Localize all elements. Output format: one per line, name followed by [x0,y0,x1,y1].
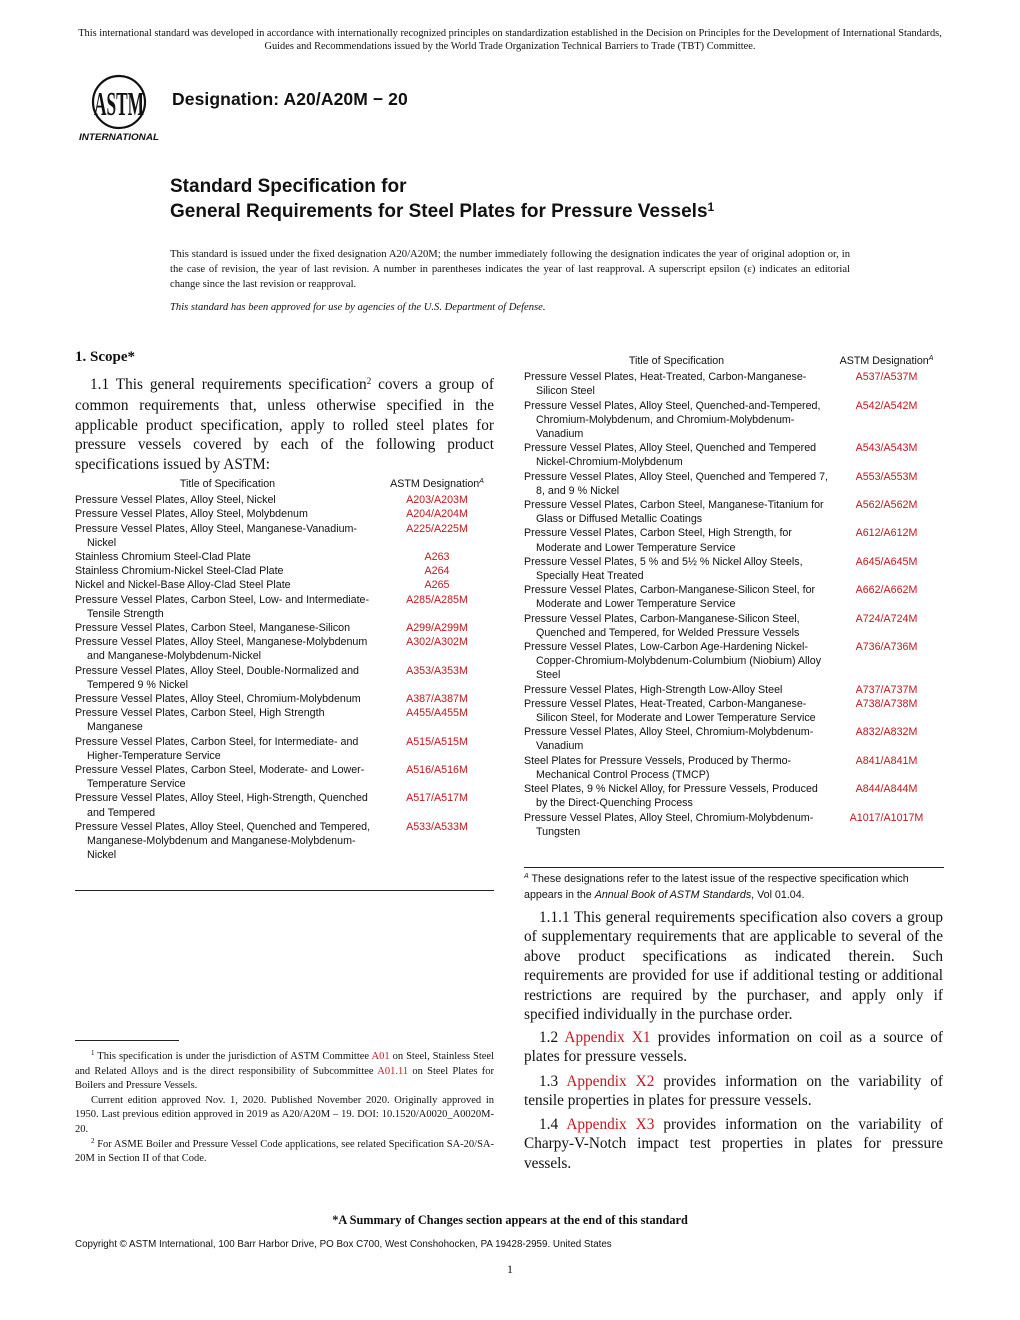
table-row [524,526,944,554]
spec-designation-link[interactable]: A203/A203M [406,494,468,507]
title-text: General Requirements for Steel Plates for Pressure Vessels [170,201,708,222]
spec-title: Pressure Vessel Plates, Alloy Steel, Chromium-Molybdenum-Vanadium [524,726,814,753]
spec-designation-link[interactable]: A832/A832M [855,726,918,739]
spec-title: Pressure Vessel Plates, Carbon Steel, High Strength Manganese [75,707,325,734]
table-row [524,697,944,725]
footnote-ref-2[interactable]: 2 [366,376,372,386]
spec-designation-link[interactable]: A204/A204M [406,508,468,521]
spec-designation-link[interactable]: A299/A299M [406,622,468,635]
spec-title: Pressure Vessel Plates, Carbon-Manganese-Silicon Steel, Quenched and Tempered, for Welded Pressure Vessels [524,612,800,639]
spec-table-body [75,493,494,862]
logo-subtext: INTERNATIONAL [79,132,159,142]
p11-text-a: 1.1 This general requirements specification [90,376,367,393]
table-row [524,683,944,697]
table-row [524,555,944,583]
spec-title: Pressure Vessel Plates, Alloy Steel, Chromium-Molybdenum [75,693,361,706]
spec-title: Pressure Vessel Plates, Alloy Steel, Quenched and Tempered Nickel-Chromium-Molybdenum [524,442,817,469]
table-row [75,578,494,592]
table-row [75,692,494,706]
spec-designation-link[interactable]: A1017/A1017M [849,811,924,824]
spec-designation-link[interactable]: A724/A724M [855,612,918,625]
title-line-1: Standard Specification for [170,176,407,197]
spec-designation-link[interactable]: A225/A225M [406,522,468,535]
table-row [524,782,944,810]
appendix-x2-link[interactable]: Appendix X2 [566,1073,655,1090]
table-row [524,612,944,640]
table-row [524,470,944,498]
spec-title: Pressure Vessel Plates, Alloy Steel, High-Strength, Quenched and Tempered [75,792,368,819]
spec-title: Pressure Vessel Plates, Alloy Steel, Nickel [75,494,276,507]
spec-designation-link[interactable]: A353/A353M [406,664,468,677]
table-row [75,621,494,635]
col-header-designation: ASTM Designation$^A$ [839,355,934,367]
table-bottom-rule [75,890,494,891]
table-bottom-rule [524,867,944,868]
spec-designation-link[interactable]: A841/A841M [855,754,918,767]
table-row [75,507,494,521]
issuance-note: This standard is issued under the fixed designation A20/A20M; the number immediately following the designation indicates the year of original adoption or, in the case of revision, the year of last revision. A number in parentheses indicates the year of last reapproval. A superscript epsilon (ε) indicates an editorial change since the last revision or reapproval. [170,249,850,290]
table-row [75,735,494,763]
table-row [75,493,494,507]
spec-designation-link[interactable]: A537/A537M [855,371,918,384]
spec-title: Pressure Vessel Plates, Carbon Steel, High Strength, for Moderate and Lower Temperature Service [524,527,792,554]
spec-title: Pressure Vessel Plates, Carbon Steel, for Intermediate- and Higher-Temperature Service [75,735,359,762]
title-footnote-ref[interactable]: 1 [707,200,715,214]
spec-title: Pressure Vessel Plates, Carbon Steel, Low- and Intermediate-Tensile Strength [75,593,370,620]
logo-letters: ASTM [94,86,144,123]
spec-table-right [524,354,944,839]
table-row [524,399,944,442]
spec-designation-link[interactable]: A553/A553M [855,470,918,483]
spec-title: Steel Plates, 9 % Nickel Alloy, for Pressure Vessels, Produced by the Direct-Quenching Process [524,783,818,810]
spec-title: Pressure Vessel Plates, Carbon Steel, Manganese-Titanium for Glass or Diffused Metallic Coatings [524,499,824,526]
table-row [75,593,494,621]
spec-designation-link[interactable]: A533/A533M [406,820,468,833]
spec-designation-link[interactable]: A517/A517M [406,792,468,805]
spec-title: Steel Plates for Pressure Vessels, Produced by Thermo-Mechanical Control Process (TMCP) [524,754,792,781]
spec-title: Pressure Vessel Plates, Low-Carbon Age-Hardening Nickel-Copper-Chromium-Molybdenum-Columbium (Niobium) Alloy Steel [524,641,822,682]
spec-designation-link[interactable]: A387/A387M [406,693,468,706]
page-number: 1 [507,1262,513,1276]
tbt-notice: This international standard was developed in accordance with internationally recognized principles on standardization established in the Decision on Principles for the Development of International Standards, Guides and Recommendations issued by the World Trade Organization Technical Barriers to Trade (TBT) Committee. [78,28,942,52]
spec-table [75,477,494,862]
table-row [75,550,494,564]
table-row [75,791,494,819]
spec-designation-link[interactable]: A662/A662M [855,584,918,597]
dod-approval-note: This standard has been approved for use by agencies of the U.S. Department of Defense. [170,302,546,313]
table-row [75,706,494,734]
paragraph-1-1 [75,375,494,474]
copyright-line: Copyright © ASTM International, 100 Barr Harbor Drive, PO Box C700, West Conshohocken, PA 19428-2959. United States [75,1239,612,1250]
spec-designation-link[interactable]: A542/A542M [855,399,918,412]
spec-title: Pressure Vessel Plates, 5 % and 5½ % Nickel Alloy Steels, Specially Heat Treated [524,555,803,583]
spec-title: Pressure Vessel Plates, Alloy Steel, Manganese-Molybdenum and Manganese-Molybdenum-Nickel [75,636,368,663]
spec-title: Pressure Vessel Plates, Alloy Steel, Chromium-Molybdenum-Tungsten [524,811,814,838]
paragraph-1-3: 1.3 Appendix X2 provides information on the variability of tensile properties in plates for pressure vessels. [524,1073,943,1110]
table-row [75,522,494,550]
spec-title: Nickel and Nickel-Base Alloy-Clad Steel Plate [75,579,291,592]
footnotes [75,1050,494,1167]
col-header-title: Title of Specification [179,478,276,490]
spec-designation-link[interactable]: A265 [424,579,450,592]
spec-title: Pressure Vessel Plates, Heat-Treated, Carbon-Manganese-Silicon Steel, for Moderate and Lower Temperature Service [524,697,816,725]
table-row [524,811,944,839]
spec-designation-link[interactable]: A737/A737M [855,683,918,696]
spec-designation-link[interactable]: A736/A736M [855,641,918,654]
spec-title: Pressure Vessel Plates, Carbon Steel, Moderate- and Lower-Temperature Service [75,764,365,791]
spec-title: Stainless Chromium Steel-Clad Plate [75,551,251,564]
spec-table-body [524,370,944,839]
spec-designation-link[interactable]: A543/A543M [855,442,918,455]
paragraph-1-1-1: 1.1.1 This general requirements specification also covers a group of supplementary requirements that are applicable to several of the above product specifications as indicated therein. Such requirements are provided for use if additional testing or additional restrictions are required by the purchaser, and apply only if specified individually in the purchase order. [524,909,943,1024]
section-heading-scope: 1. Scope* [75,349,135,365]
table-note-a: $^A$ These designations refer to the latest issue of the respective specification which appears in the Annual Book of ASTM Standards, Vol 01.04. [524,873,909,902]
title-line-2 [170,201,714,223]
paragraph-1-2: 1.2 Appendix X1 provides information on coil as a source of plates for pressure vessels. [524,1029,943,1066]
spec-table-continued [524,354,944,839]
spec-designation-link[interactable]: A562/A562M [855,499,918,512]
spec-title: Pressure Vessel Plates, Carbon-Manganese-Silicon Steel, for Moderate and Lower Temperature Service [524,584,816,611]
table-row [524,725,944,753]
appendix-x1-link[interactable]: Appendix X1 [564,1029,651,1046]
paragraph-1-4: 1.4 Appendix X3 provides information on the variability of Charpy-V-Notch impact test properties in plates for pressure vessels. [524,1116,943,1172]
spec-designation-link[interactable]: A844/A844M [855,783,918,796]
table-row [524,754,944,782]
spec-designation-link[interactable]: A738/A738M [855,697,918,710]
spec-title: Pressure Vessel Plates, Alloy Steel, Double-Normalized and Tempered 9 % Nickel [75,664,359,691]
designation: Designation: A20/A20M − 20 [172,89,408,109]
table-row [75,664,494,692]
annual-book-title: Annual Book of ASTM Standards [594,889,752,902]
astm-logo [76,72,162,144]
spec-title: Stainless Chromium-Nickel Steel-Clad Plate [75,565,284,578]
table-row [524,583,944,611]
p11-text-b: covers a group of common requirements that, unless otherwise specified in the applicable product specification, apply to rolled steel plates for pressure vessels covered by each of the following product specifications issued by ASTM: [75,376,494,473]
table-row [524,441,944,469]
spec-designation-link[interactable]: A645/A645M [855,555,918,568]
spec-designation-link[interactable]: A455/A455M [406,707,468,720]
spec-title: Pressure Vessel Plates, Alloy Steel, Molybdenum [75,508,308,521]
spec-title: Pressure Vessel Plates, Alloy Steel, Manganese-Vanadium-Nickel [75,522,357,549]
spec-designation-link[interactable]: A285/A285M [406,593,468,606]
spec-title: Pressure Vessel Plates, Carbon Steel, Manganese-Silicon [75,622,351,635]
spec-title: Pressure Vessel Plates, Heat-Treated, Carbon-Manganese-Silicon Steel [524,371,807,398]
footnote-2: $^2$ For ASME Boiler and Pressure Vessel Code applications, see related Specification SA-20/SA-20M in Section II of that Code. [75,1136,494,1165]
table-row [75,564,494,578]
committee-a01-link[interactable]: A01 [371,1051,390,1062]
spec-title: Pressure Vessel Plates, High-Strength Low-Alloy Steel [524,683,783,696]
spec-designation-link[interactable]: A302/A302M [406,636,468,649]
subcommittee-a01-11-link[interactable]: A01.11 [377,1065,409,1077]
table-row [75,763,494,791]
spec-designation-link[interactable]: A264 [424,565,450,578]
astm-logo-mark [76,72,162,144]
table-row [524,640,944,683]
spec-title: Pressure Vessel Plates, Alloy Steel, Quenched-and-Tempered, Chromium-Molybdenum, and Chromium-Molybdenum-Vanadium [524,399,821,441]
table-row [524,498,944,526]
spec-title: Pressure Vessel Plates, Alloy Steel, Quenched and Tempered 7, 8, and 9 % Nickel [524,470,828,497]
footnote-rule [75,1040,179,1041]
footnote-1: $^1$ This specification is under the jurisdiction of ASTM Committee A01 on Steel, Stainless Steel and Related Alloys and is the direct responsibility of Subcommittee A01.11 on Steel Plates for Boilers and Pressure Vessels. [75,1049,494,1092]
table-row [524,370,944,398]
appendix-x3-link[interactable]: Appendix X3 [566,1116,655,1133]
table-row [75,820,494,863]
footnote-1-edition: Current edition approved Nov. 1, 2020. Published November 2020. Originally approved in 1950. Last previous edition approved in 2019 as A20/A20M – 19. DOI: 10.1520/A0020_A0020M-20. [75,1094,494,1135]
spec-title: Pressure Vessel Plates, Alloy Steel, Quenched and Tempered, Manganese-Molybdenum and Manganese-Molybdenum-Nickel [75,820,371,862]
col-header-designation: ASTM Designation$^A$ [390,478,484,490]
col-header-title: Title of Specification [628,355,725,367]
table-row [75,635,494,663]
summary-of-changes-note: *A Summary of Changes section appears at the end of this standard [332,1213,688,1227]
spec-designation-link[interactable]: A263 [424,551,450,564]
spec-designation-link[interactable]: A515/A515M [406,735,468,748]
spec-designation-link[interactable]: A516/A516M [406,764,468,777]
spec-table-left [75,477,494,862]
spec-designation-link[interactable]: A612/A612M [855,527,918,540]
